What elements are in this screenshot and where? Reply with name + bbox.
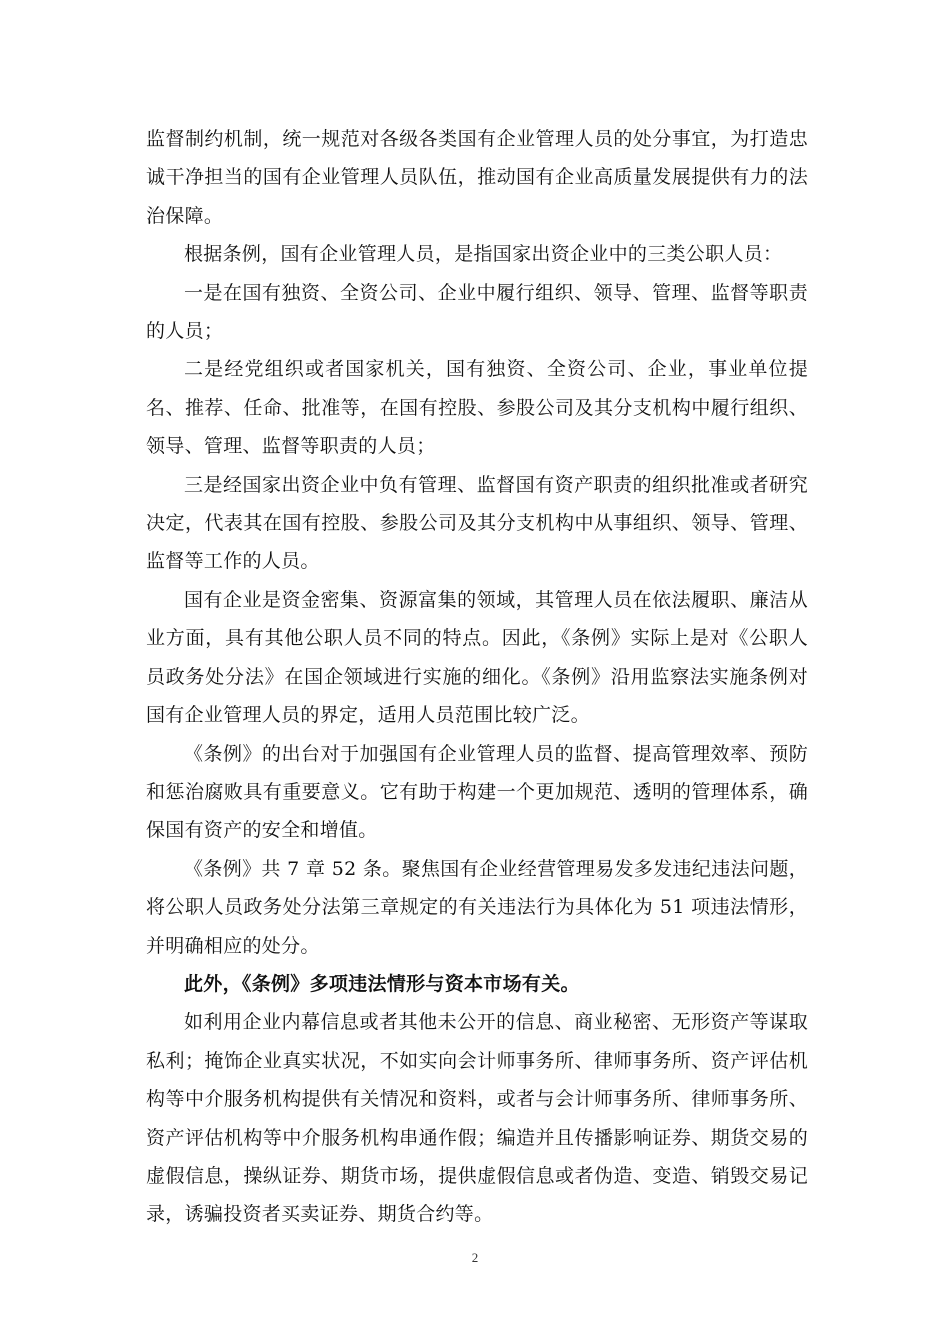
- paragraph-8: 《条例》共 7 章 52 条。聚焦国有企业经营管理易发多发违纪违法问题，将公职人员政务处分法第三章规定的有关违法行为具体化为 51 项违法情形，并明确相应的处分。: [146, 857, 808, 957]
- paragraph-9-bold-heading: 此外，《条例》多项违法情形与资本市场有关。: [184, 972, 580, 995]
- paragraph-7: 《条例》的出台对于加强国有企业管理人员的监督、提高管理效率、预防和惩治腐败具有重要意义。它有助于构建一个更加规范、透明的管理体系，确保国有资产的安全和增值。: [146, 742, 808, 842]
- paragraph-1: 监督制约机制，统一规范对各级各类国有企业管理人员的处分事宜，为打造忠诚干净担当的国有企业管理人员队伍，推动国有企业高质量发展提供有力的法治保障。: [146, 128, 808, 227]
- paragraph-5: 三是经国家出资企业中负有管理、监督国有资产职责的组织批准或者研究决定，代表其在国有控股、参股公司及其分支机构中从事组织、领导、管理、监督等工作的人员。: [146, 473, 808, 573]
- paragraph-3: 一是在国有独资、全资公司、企业中履行组织、领导、管理、监督等职责的人员；: [146, 281, 808, 343]
- body-text: [146, 120, 808, 1234]
- paragraph-10: 如利用企业内幕信息或者其他未公开的信息、商业秘密、无形资产等谋取私利；掩饰企业真实状况，不如实向会计师事务所、律师事务所、资产评估机构等中介服务机构提供有关情况和资料，或者与会计师事务所、律师事务所、资产评估机构等中介服务机构串通作假；编造并且传播影响证券、期货交易的虚假信息，操纵证券、期货市场，提供虚假信息或者伪造、变造、销毁交易记录，诱骗投资者买卖证券、期货合约等。: [146, 1011, 808, 1226]
- paragraph-2: 根据条例，国有企业管理人员，是指国家出资企业中的三类公职人员：: [184, 243, 783, 266]
- page-number: 2: [471, 1250, 479, 1265]
- paragraph-6: 国有企业是资金密集、资源富集的领域，其管理人员在依法履职、廉洁从业方面，具有其他公职人员不同的特点。因此，《条例》实际上是对《公职人员政务处分法》在国企领域进行实施的细化。《条例》沿用监察法实施条例对国有企业管理人员的界定，适用人员范围比较广泛。: [146, 588, 808, 727]
- paragraph-4: 二是经党组织或者国家机关，国有独资、全资公司、企业，事业单位提名、推荐、任命、批准等，在国有控股、参股公司及其分支机构中履行组织、领导、管理、监督等职责的人员；: [146, 358, 808, 458]
